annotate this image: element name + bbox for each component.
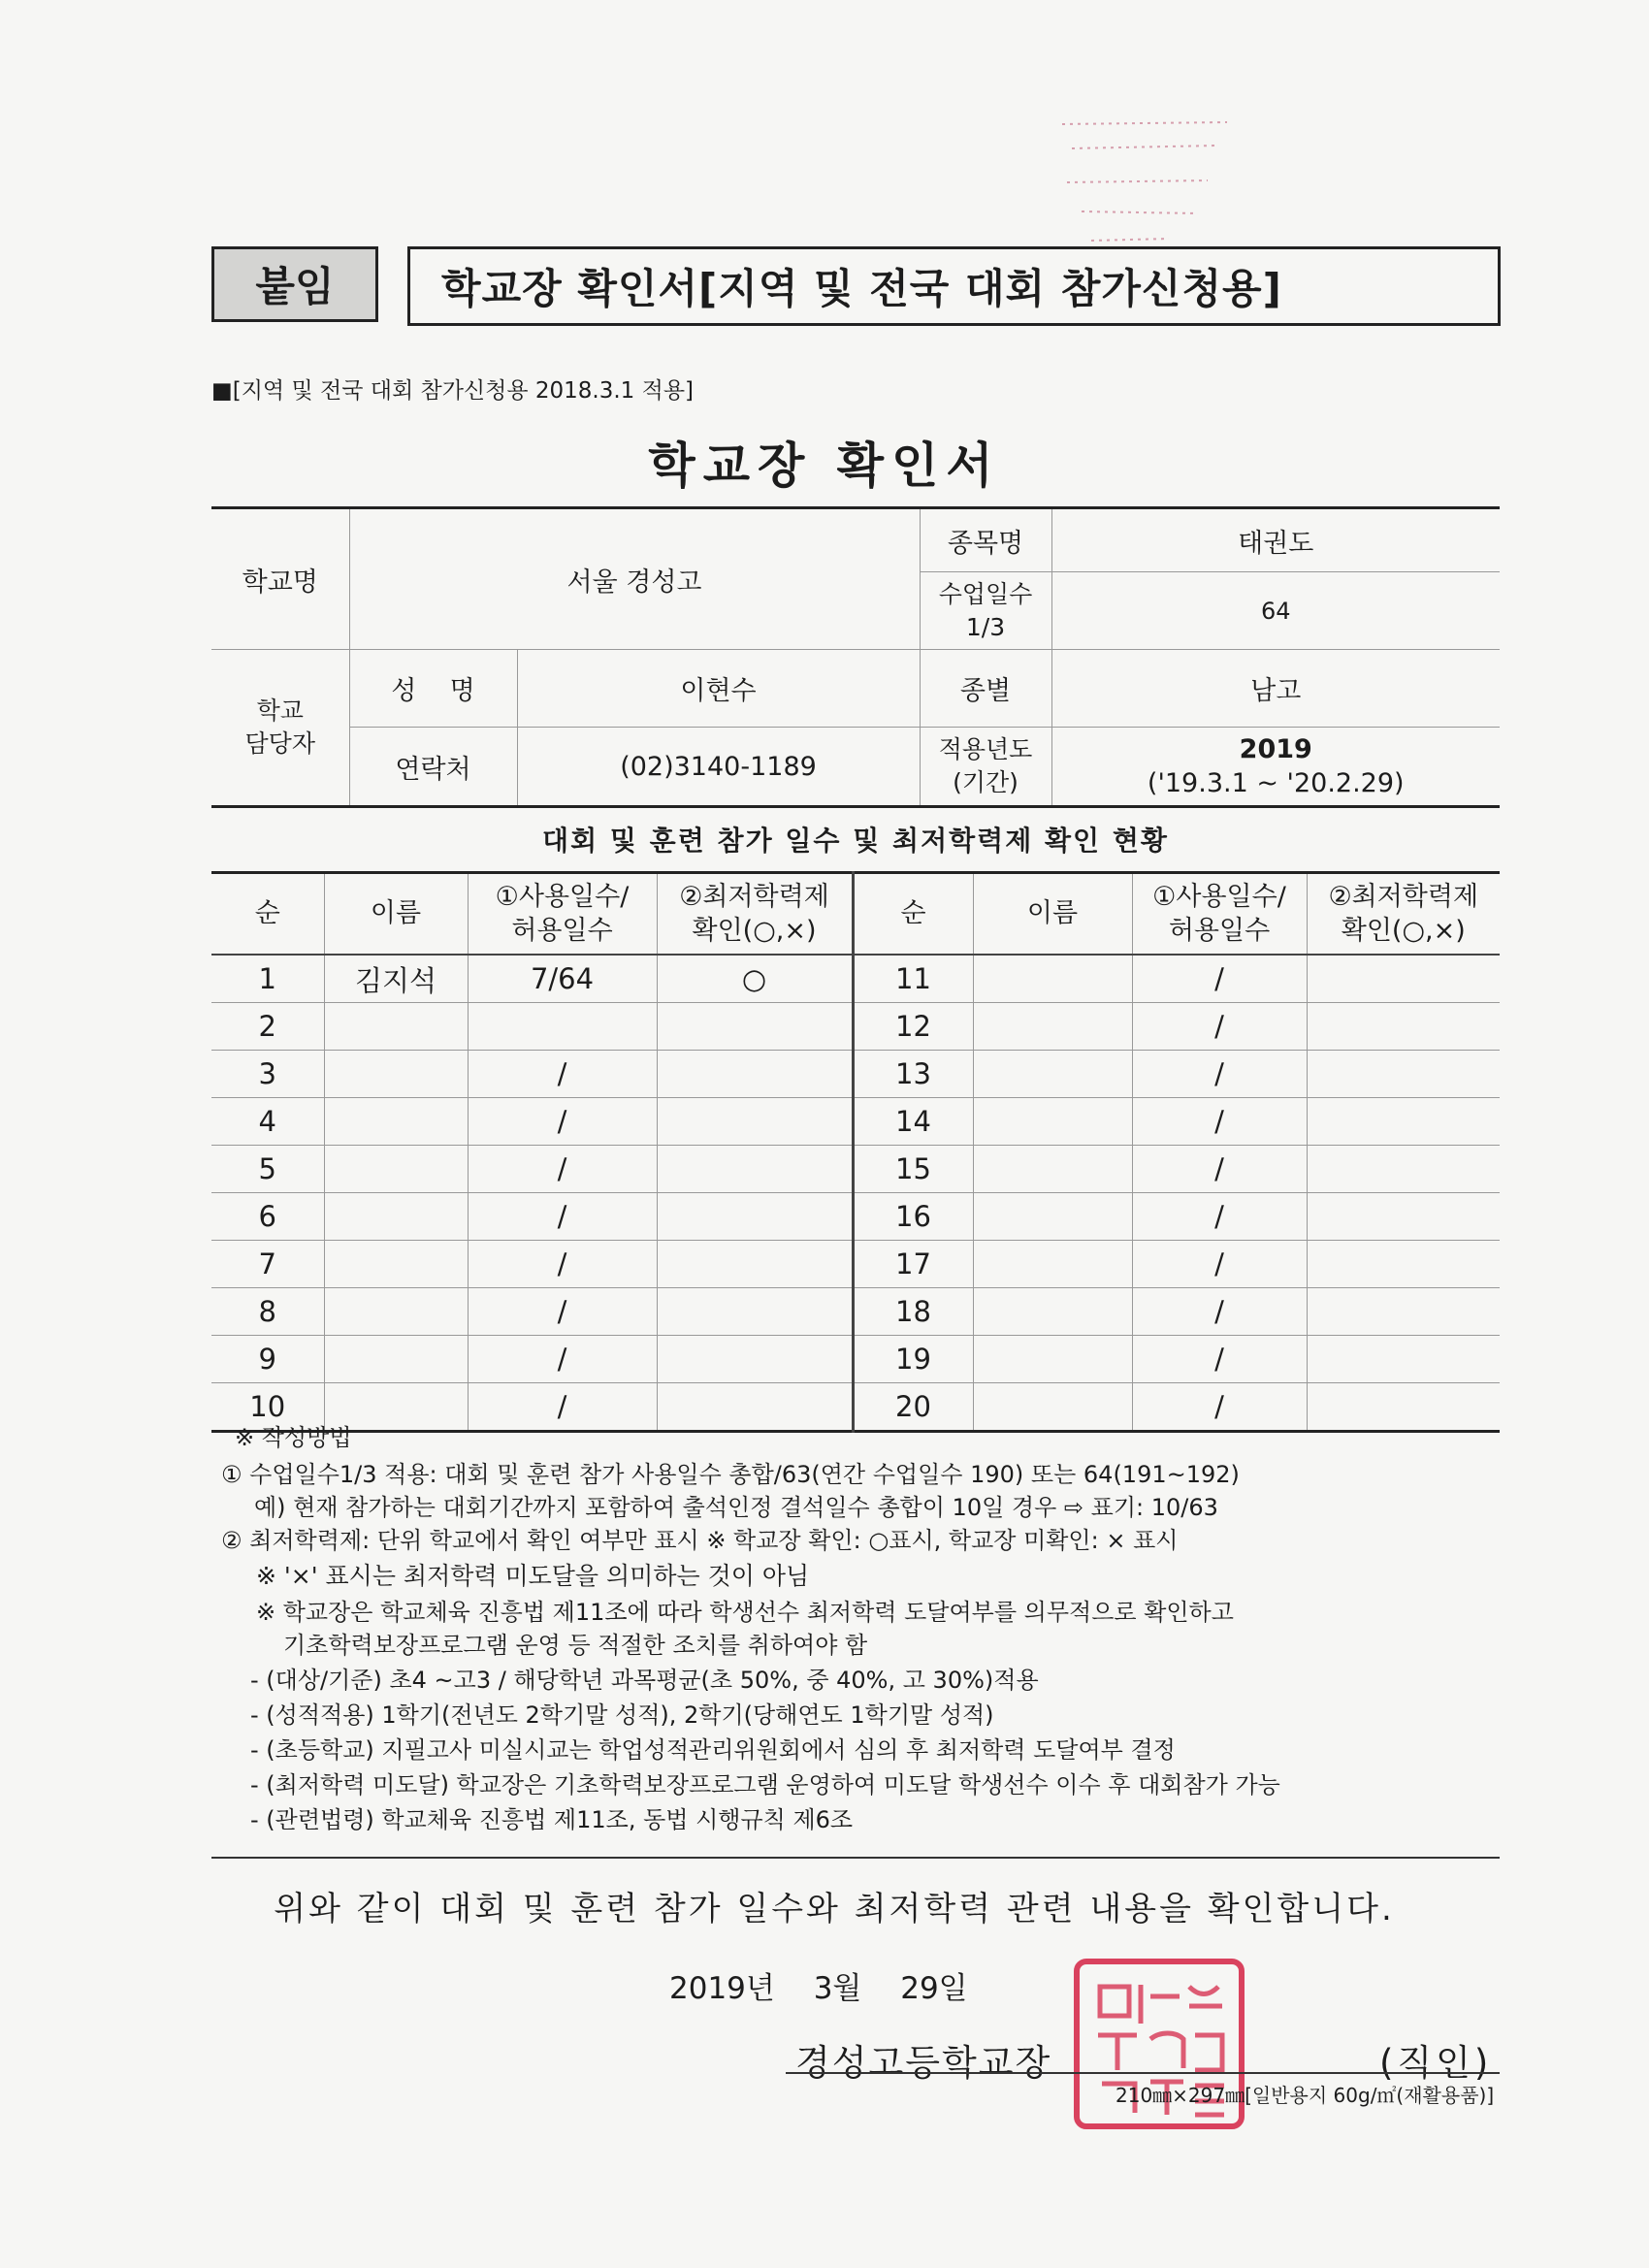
seal-label: (직인) [1379, 2042, 1493, 2084]
table-row [211, 1336, 1500, 1383]
name-value: 이현수 [517, 650, 920, 728]
event-value: 태권도 [1051, 508, 1500, 572]
row-days-cell: / [1132, 1003, 1307, 1051]
header-no: 순 [211, 873, 324, 956]
row-no-cell: 14 [853, 1098, 973, 1146]
row-name-cell [324, 1098, 468, 1146]
header-no-2: 순 [853, 873, 973, 956]
row-name-cell [324, 1288, 468, 1336]
row-check-cell [657, 1146, 853, 1193]
guide-line-1: ① 수업일수1/3 적용: 대회 및 훈련 참가 사용일수 총합/63(연간 수업일수 190) 또는 64(191~192) [221, 1461, 1240, 1488]
guide-heading: ※ 작성방법 [235, 1424, 352, 1451]
header-name: 이름 [324, 873, 468, 956]
event-label: 종목명 [920, 508, 1051, 572]
row-days-cell: / [468, 1051, 657, 1098]
row-no-cell: 5 [211, 1146, 324, 1193]
row-no-cell: 11 [853, 955, 973, 1003]
contact-label: 연락처 [349, 728, 517, 807]
row-no-cell: 10 [211, 1383, 324, 1432]
row-check-cell [657, 1003, 853, 1051]
footer-divider [786, 2072, 1500, 2074]
row-days-cell: / [468, 1241, 657, 1288]
row-no-cell: 16 [853, 1193, 973, 1241]
school-name-label: 학교명 [211, 508, 349, 650]
guide-line-7: - (대상/기준) 초4 ~고3 / 해당학년 과목평균(초 50%, 중 40%, 고 30%)적용 [250, 1667, 1039, 1694]
gender-value: 남고 [1051, 650, 1500, 728]
row-days-cell: / [1132, 1193, 1307, 1241]
header-days-2: ①사용일수/ 허용일수 [1132, 873, 1307, 956]
contact-value: (02)3140-1189 [517, 728, 920, 807]
row-no-cell: 7 [211, 1241, 324, 1288]
row-check-cell [1307, 1241, 1500, 1288]
row-check-cell [1307, 1098, 1500, 1146]
table-row [211, 1288, 1500, 1336]
row-days-cell: / [468, 1146, 657, 1193]
row-days-cell: / [1132, 955, 1307, 1003]
year-label: 적용년도 (기간) [920, 728, 1051, 807]
name-label: 성 명 [349, 650, 517, 728]
row-name-cell [973, 1336, 1132, 1383]
gender-label: 종별 [920, 650, 1051, 728]
row-name-cell [324, 1241, 468, 1288]
table-row [211, 1146, 1500, 1193]
school-info-table [211, 506, 1500, 808]
row-check-cell [657, 1241, 853, 1288]
days-label: 수업일수 1/3 [920, 572, 1051, 650]
row-no-cell: 4 [211, 1098, 324, 1146]
principal-title: 경성고등학교장 [795, 2042, 1052, 2084]
header-check: ②최저학력제 확인(○,×) [657, 873, 853, 956]
row-name-cell [973, 1241, 1132, 1288]
row-name-cell [324, 1003, 468, 1051]
row-check-cell [1307, 1146, 1500, 1193]
row-name-cell [973, 1193, 1132, 1241]
row-no-cell: 20 [853, 1383, 973, 1432]
sign-date: 2019년 3월 29일 [669, 1971, 968, 2006]
paper-spec-note: 210㎜×297㎜[일반용지 60g/㎡(재활용품)] [1116, 2084, 1495, 2107]
table-header-row [211, 873, 1500, 956]
row-name-cell [324, 1336, 468, 1383]
row-name-cell [973, 1098, 1132, 1146]
guide-line-4: ※ '×' 표시는 최저학력 미도달을 의미하는 것이 아님 [256, 1562, 810, 1590]
row-days-cell: / [468, 1336, 657, 1383]
year-value: 2019 [1239, 733, 1312, 764]
row-no-cell: 15 [853, 1146, 973, 1193]
table-row [211, 1193, 1500, 1241]
guide-divider [211, 1857, 1500, 1859]
row-check-cell [1307, 1383, 1500, 1432]
row-no-cell: 13 [853, 1051, 973, 1098]
guide-line-9: - (초등학교) 지필고사 미실시교는 학업성적관리위원회에서 심의 후 최저학력 도달여부 결정 [250, 1736, 1176, 1764]
row-days-cell: / [468, 1193, 657, 1241]
form-subtitle: ■[지역 및 전국 대회 참가신청용 2018.3.1 적용] [211, 378, 695, 404]
attachment-tag: 붙임 [211, 246, 378, 322]
manager-label: 학교 담당자 [211, 650, 349, 807]
header-name-2: 이름 [973, 873, 1132, 956]
row-days-cell: / [1132, 1098, 1307, 1146]
header-days: ①사용일수/ 허용일수 [468, 873, 657, 956]
year-cell [1051, 728, 1500, 807]
row-name-cell [973, 1288, 1132, 1336]
row-days-cell: / [1132, 1383, 1307, 1432]
table-row [211, 1383, 1500, 1432]
table-row [211, 955, 1500, 1003]
school-name-value: 서울 경성고 [349, 508, 920, 650]
header-check-2: ②최저학력제 확인(○,×) [1307, 873, 1500, 956]
row-no-cell: 3 [211, 1051, 324, 1098]
period-value: ('19.3.1 ~ '20.2.29) [1147, 768, 1405, 798]
row-days-cell: / [468, 1288, 657, 1336]
guide-line-3: ② 최저학력제: 단위 학교에서 확인 여부만 표시 ※ 학교장 확인: ○표시, 학교장 미확인: × 표시 [221, 1527, 1179, 1554]
row-check-cell [657, 1288, 853, 1336]
row-check-cell [657, 1336, 853, 1383]
row-check-cell [1307, 1003, 1500, 1051]
days-value: 64 [1051, 572, 1500, 650]
row-check-cell [657, 1383, 853, 1432]
section-heading: 대회 및 훈련 참가 일수 및 최저학력제 확인 현황 [542, 825, 1169, 857]
row-days-cell: / [468, 1098, 657, 1146]
row-days-cell [468, 1003, 657, 1051]
row-name-cell [973, 1383, 1132, 1432]
row-no-cell: 12 [853, 1003, 973, 1051]
row-no-cell: 9 [211, 1336, 324, 1383]
row-no-cell: 2 [211, 1003, 324, 1051]
row-days-cell: / [1132, 1241, 1307, 1288]
guide-line-6: 기초학력보장프로그램 운영 등 적절한 조치를 취하여야 함 [283, 1632, 868, 1659]
faint-stamp-mark [1052, 105, 1237, 250]
guide-line-8: - (성적적용) 1학기(전년도 2학기말 성적), 2학기(당해연도 1학기말 성적) [250, 1701, 994, 1729]
row-days-cell: / [1132, 1051, 1307, 1098]
row-name-cell [324, 1193, 468, 1241]
row-check-cell [657, 1098, 853, 1146]
guide-line-5: ※ 학교장은 학교체육 진흥법 제11조에 따라 학생선수 최저학력 도달여부를 의무적으로 확인하고 [256, 1599, 1234, 1626]
row-days-cell: / [1132, 1336, 1307, 1383]
row-name-cell [973, 1146, 1132, 1193]
row-check-cell: ○ [657, 955, 853, 1003]
row-name-cell [324, 1051, 468, 1098]
document-title: 학교장 확인서 [648, 437, 1001, 494]
guide-line-2: 예) 현재 참가하는 대회기간까지 포함하여 출석인정 결석일수 총합이 10일 경우 ⇨ 표기: 10/63 [254, 1494, 1218, 1521]
table-row [211, 1241, 1500, 1288]
row-check-cell [657, 1051, 853, 1098]
row-no-cell: 19 [853, 1336, 973, 1383]
row-no-cell: 6 [211, 1193, 324, 1241]
row-no-cell: 1 [211, 955, 324, 1003]
row-no-cell: 17 [853, 1241, 973, 1288]
row-name-cell [973, 1051, 1132, 1098]
row-no-cell: 18 [853, 1288, 973, 1336]
form-title: 학교장 확인서[지역 및 전국 대회 참가신청용] [407, 246, 1501, 326]
row-name-cell [324, 1146, 468, 1193]
row-check-cell [657, 1193, 853, 1241]
row-check-cell [1307, 1193, 1500, 1241]
row-check-cell [1307, 1288, 1500, 1336]
row-no-cell: 8 [211, 1288, 324, 1336]
guide-line-10: - (최저학력 미도달) 학교장은 기초학력보장프로그램 운영하여 미도달 학생선수 이수 후 대회참가 가능 [250, 1771, 1280, 1798]
row-days-cell: 7/64 [468, 955, 657, 1003]
row-name-cell [973, 1003, 1132, 1051]
participation-table [211, 871, 1500, 1433]
row-days-cell: / [1132, 1288, 1307, 1336]
confirmation-statement: 위와 같이 대회 및 훈련 참가 일수와 최저학력 관련 내용을 확인합니다. [274, 1890, 1395, 1928]
row-days-cell: / [1132, 1146, 1307, 1193]
row-check-cell [1307, 1051, 1500, 1098]
row-check-cell [1307, 1336, 1500, 1383]
guide-line-11: - (관련법령) 학교체육 진흥법 제11조, 동법 시행규칙 제6조 [250, 1806, 854, 1833]
table-row [211, 1003, 1500, 1051]
table-row [211, 1098, 1500, 1146]
row-check-cell [1307, 955, 1500, 1003]
row-name-cell: 김지석 [324, 955, 468, 1003]
row-days-cell: / [468, 1383, 657, 1432]
row-name-cell [973, 955, 1132, 1003]
table-row [211, 1051, 1500, 1098]
